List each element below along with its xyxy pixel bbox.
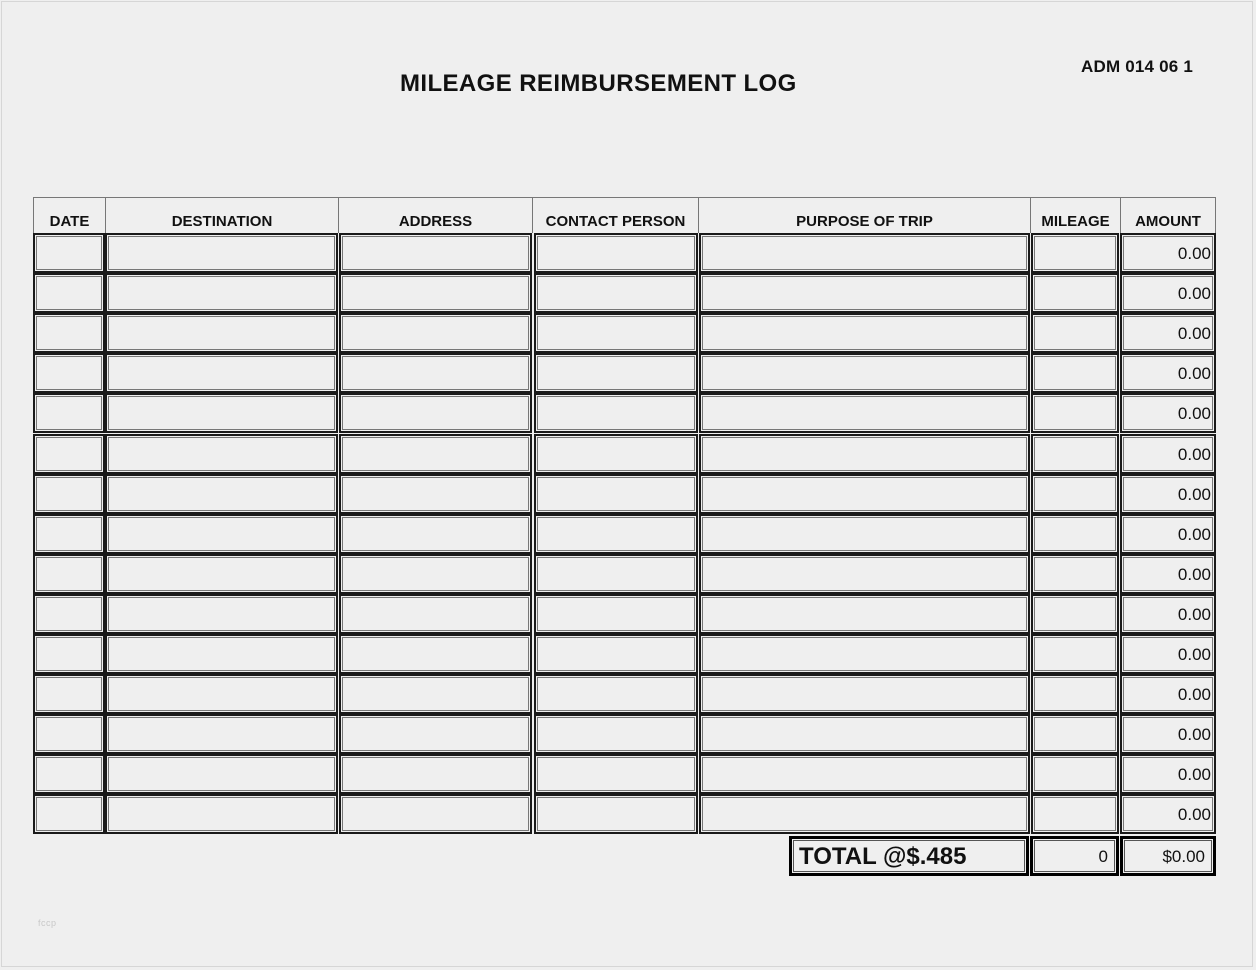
form-code: ADM 014 06 1 — [1081, 57, 1194, 76]
amount-field[interactable]: 0.00 — [1120, 754, 1216, 794]
date-field[interactable] — [33, 273, 105, 313]
contact-person-field[interactable] — [534, 594, 698, 634]
amount-field[interactable]: 0.00 — [1120, 794, 1216, 834]
purpose-of-trip-field[interactable] — [699, 393, 1030, 433]
footer-mark: fccp — [38, 918, 57, 928]
contact-person-field[interactable] — [534, 273, 698, 313]
table-row — [33, 233, 1216, 273]
column-header-date: DATE — [33, 197, 105, 233]
destination-field[interactable] — [105, 554, 338, 594]
page-title: MILEAGE REIMBURSEMENT LOG — [400, 70, 797, 97]
mileage-field[interactable] — [1031, 514, 1119, 554]
purpose-of-trip-field[interactable] — [699, 313, 1030, 353]
table-row — [33, 554, 1216, 594]
destination-field[interactable] — [105, 273, 338, 313]
contact-person-field[interactable] — [534, 794, 698, 834]
date-field[interactable] — [33, 233, 105, 273]
contact-person-field[interactable] — [534, 754, 698, 794]
address-field[interactable] — [339, 634, 532, 674]
date-field[interactable] — [33, 634, 105, 674]
amount-field[interactable]: 0.00 — [1120, 353, 1216, 393]
table-header — [33, 197, 1216, 233]
mileage-field[interactable] — [1031, 794, 1119, 834]
amount-field[interactable]: 0.00 — [1120, 313, 1216, 353]
table-row — [33, 393, 1216, 433]
mileage-field[interactable] — [1031, 554, 1119, 594]
address-field[interactable] — [339, 273, 532, 313]
purpose-of-trip-field[interactable] — [699, 594, 1030, 634]
destination-field[interactable] — [105, 594, 338, 634]
total-label: TOTAL @$.485 — [789, 836, 1029, 876]
address-field[interactable] — [339, 434, 532, 474]
mileage-field[interactable] — [1031, 474, 1119, 514]
mileage-field[interactable] — [1031, 233, 1119, 273]
purpose-of-trip-field[interactable] — [699, 353, 1030, 393]
date-field[interactable] — [33, 594, 105, 634]
table-row — [33, 754, 1216, 794]
date-field[interactable] — [33, 674, 105, 714]
mileage-field[interactable] — [1031, 754, 1119, 794]
date-field[interactable] — [33, 434, 105, 474]
destination-field[interactable] — [105, 353, 338, 393]
contact-person-field[interactable] — [534, 393, 698, 433]
table-row — [33, 353, 1216, 393]
mileage-field[interactable] — [1031, 714, 1119, 754]
address-field[interactable] — [339, 233, 532, 273]
purpose-of-trip-field[interactable] — [699, 273, 1030, 313]
mileage-field[interactable] — [1031, 634, 1119, 674]
mileage-field[interactable] — [1031, 393, 1119, 433]
destination-field[interactable] — [105, 794, 338, 834]
amount-field[interactable]: 0.00 — [1120, 393, 1216, 433]
amount-field[interactable]: 0.00 — [1120, 273, 1216, 313]
destination-field[interactable] — [105, 674, 338, 714]
column-header-purpose-of-trip: PURPOSE OF TRIP — [698, 197, 1030, 233]
contact-person-field[interactable] — [534, 233, 698, 273]
column-header-contact-person: CONTACT PERSON — [532, 197, 698, 233]
date-field[interactable] — [33, 474, 105, 514]
mileage-field[interactable] — [1031, 353, 1119, 393]
contact-person-field[interactable] — [534, 313, 698, 353]
purpose-of-trip-field[interactable] — [699, 674, 1030, 714]
contact-person-field[interactable] — [534, 674, 698, 714]
column-header-address: ADDRESS — [338, 197, 532, 233]
contact-person-field[interactable] — [534, 514, 698, 554]
purpose-of-trip-field[interactable] — [699, 634, 1030, 674]
amount-field[interactable]: 0.00 — [1120, 594, 1216, 634]
purpose-of-trip-field[interactable] — [699, 233, 1030, 273]
table-row — [33, 714, 1216, 754]
address-field[interactable] — [339, 554, 532, 594]
contact-person-field[interactable] — [534, 714, 698, 754]
amount-field[interactable]: 0.00 — [1120, 674, 1216, 714]
mileage-field[interactable] — [1031, 674, 1119, 714]
contact-person-field[interactable] — [534, 554, 698, 594]
contact-person-field[interactable] — [534, 434, 698, 474]
table-row — [33, 594, 1216, 634]
purpose-of-trip-field[interactable] — [699, 434, 1030, 474]
destination-field[interactable] — [105, 634, 338, 674]
table-row — [33, 794, 1216, 834]
destination-field[interactable] — [105, 313, 338, 353]
table-row — [33, 634, 1216, 674]
purpose-of-trip-field[interactable] — [699, 474, 1030, 514]
total-amount-field[interactable]: $0.00 — [1120, 836, 1216, 876]
date-field[interactable] — [33, 393, 105, 433]
table-row — [33, 514, 1216, 554]
column-header-mileage: MILEAGE — [1030, 197, 1120, 233]
address-field[interactable] — [339, 313, 532, 353]
purpose-of-trip-field[interactable] — [699, 714, 1030, 754]
amount-field[interactable]: 0.00 — [1120, 714, 1216, 754]
amount-field[interactable]: 0.00 — [1120, 514, 1216, 554]
address-field[interactable] — [339, 393, 532, 433]
amount-field[interactable]: 0.00 — [1120, 474, 1216, 514]
table-row — [33, 434, 1216, 474]
column-header-destination: DESTINATION — [105, 197, 338, 233]
table-row — [33, 273, 1216, 313]
address-field[interactable] — [339, 674, 532, 714]
mileage-field[interactable] — [1031, 434, 1119, 474]
date-field[interactable] — [33, 514, 105, 554]
table-row — [33, 674, 1216, 714]
column-header-amount: AMOUNT — [1120, 197, 1216, 233]
amount-field[interactable]: 0.00 — [1120, 634, 1216, 674]
contact-person-field[interactable] — [534, 634, 698, 674]
table-row — [33, 474, 1216, 514]
contact-person-field[interactable] — [534, 474, 698, 514]
amount-field[interactable]: 0.00 — [1120, 233, 1216, 273]
address-field[interactable] — [339, 353, 532, 393]
destination-field[interactable] — [105, 514, 338, 554]
destination-field[interactable] — [105, 474, 338, 514]
destination-field[interactable] — [105, 434, 338, 474]
amount-field[interactable]: 0.00 — [1120, 554, 1216, 594]
mileage-field[interactable] — [1031, 313, 1119, 353]
destination-field[interactable] — [105, 393, 338, 433]
purpose-of-trip-field[interactable] — [699, 514, 1030, 554]
purpose-of-trip-field[interactable] — [699, 554, 1030, 594]
amount-field[interactable]: 0.00 — [1120, 434, 1216, 474]
date-field[interactable] — [33, 754, 105, 794]
address-field[interactable] — [339, 474, 532, 514]
total-mileage-field[interactable]: 0 — [1030, 836, 1119, 876]
destination-field[interactable] — [105, 714, 338, 754]
mileage-field[interactable] — [1031, 273, 1119, 313]
destination-field[interactable] — [105, 754, 338, 794]
table-row — [33, 313, 1216, 353]
mileage-field[interactable] — [1031, 594, 1119, 634]
date-field[interactable] — [33, 714, 105, 754]
address-field[interactable] — [339, 794, 532, 834]
date-field[interactable] — [33, 353, 105, 393]
purpose-of-trip-field[interactable] — [699, 754, 1030, 794]
address-field[interactable] — [339, 514, 532, 554]
date-field[interactable] — [33, 794, 105, 834]
date-field[interactable] — [33, 554, 105, 594]
contact-person-field[interactable] — [534, 353, 698, 393]
address-field[interactable] — [339, 594, 532, 634]
purpose-of-trip-field[interactable] — [699, 794, 1030, 834]
address-field[interactable] — [339, 714, 532, 754]
address-field[interactable] — [339, 754, 532, 794]
date-field[interactable] — [33, 313, 105, 353]
destination-field[interactable] — [105, 233, 338, 273]
